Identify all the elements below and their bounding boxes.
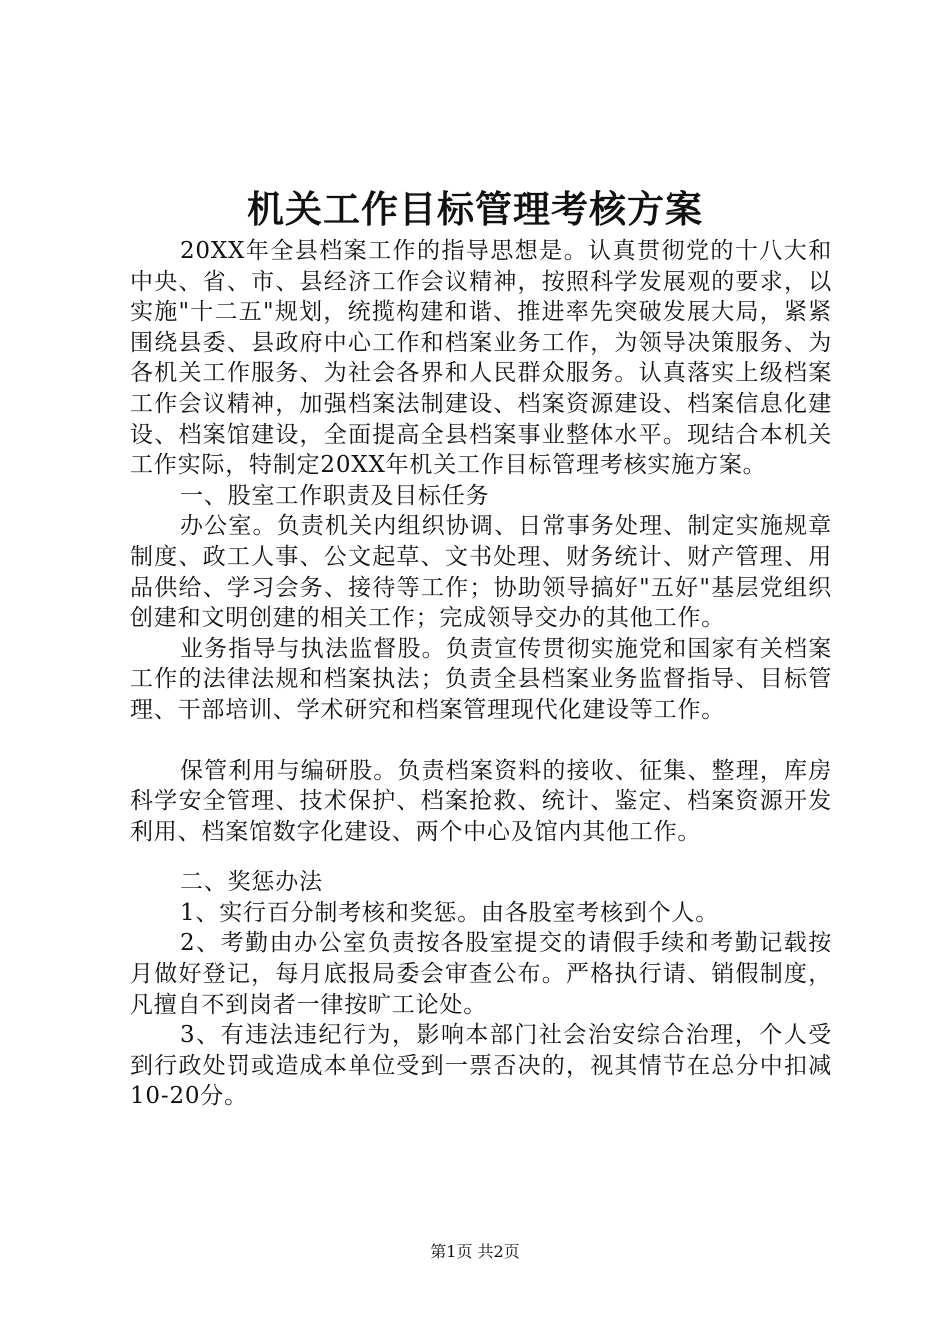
document-body bbox=[130, 236, 832, 1112]
section-heading-duties: 一、股室工作职责及目标任务 bbox=[180, 482, 490, 509]
list-item-rule-3: 3、有违法违纪行为，影响本部门社会治安综合治理，个人受到行政处罚或造成本单位受到一票否决的，视其情节在总分中扣减10-20分。 bbox=[130, 1022, 832, 1110]
section-heading-rewards: 二、奖惩办法 bbox=[180, 869, 323, 896]
list-item-rule-2: 2、考勤由办公室负责按各股室提交的请假手续和考勤记载按月做好登记，每月底报局委会审查公布。严格执行请、销假制度，凡擅自不到岗者一律按旷工论处。 bbox=[130, 930, 832, 1018]
list-item-rule-1: 1、实行百分制考核和奖惩。由各股室考核到个人。 bbox=[180, 899, 720, 926]
page-footer: 第1页 共2页 bbox=[430, 1242, 520, 1261]
document-title: 机关工作目标管理考核方案 bbox=[247, 187, 703, 231]
paragraph-guiding-ideology: 20XX年全县档案工作的指导思想是。认真贯彻党的十八大和中央、省、市、县经济工作会议精神，按照科学发展观的要求，以实施"十二五"规划，统揽构建和谐、推进率先突破发展大局，紧紧围绕县委、县政府中心工作和档案业务工作，为领导决策服务、为各机关工作服务、为社会各界和人民群众服务。认真落实上级档案工作会议精神，加强档案法制建设、档案资源建设、档案信息化建设、档案馆建设，全面提高全县档案事业整体水平。现结合本机关工作实际，特制定20XX年机关工作目标管理考核实施方案。 bbox=[130, 238, 832, 479]
paragraph-supervision-unit: 业务指导与执法监督股。负责宣传贯彻实施党和国家有关档案工作的法律法规和档案执法；负责全县档案业务监督指导、目标管理、干部培训、学术研究和档案管理现代化建设等工作。 bbox=[130, 635, 832, 723]
paragraph-custody-unit: 保管利用与编研股。负责档案资料的接收、征集、整理，库房科学安全管理、技术保护、档案抢救、统计、鉴定、档案资源开发利用、档案馆数字化建设、两个中心及馆内其他工作。 bbox=[130, 757, 832, 845]
paragraph-office: 办公室。负责机关内组织协调、日常事务处理、制定实施规章制度、政工人事、公文起草、文书处理、财务统计、财产管理、用品供给、学习会务、接待等工作；协助领导搞好"五好"基层党组织创建和文明创建的相关工作；完成领导交办的其他工作。 bbox=[130, 513, 832, 632]
